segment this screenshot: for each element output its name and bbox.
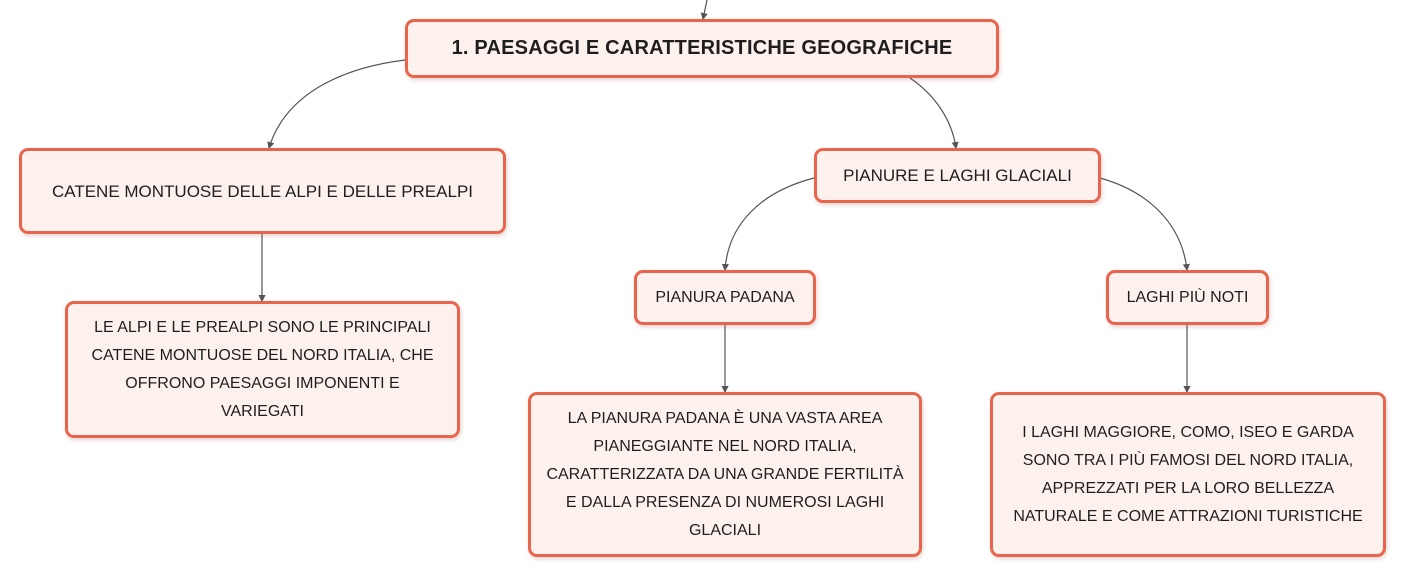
connector-root-to-plains [910, 78, 956, 148]
laghi-detail-node[interactable] [990, 392, 1386, 557]
connector-parent-to-root [703, 0, 707, 19]
connector-plains-to-lakes [1100, 178, 1187, 270]
plains-topic-node[interactable] [814, 148, 1101, 203]
pianura-padana-label: PIANURA PADANA [655, 289, 795, 306]
pianura-padana-node[interactable] [634, 270, 816, 325]
mountains-detail-text: LE ALPI E LE PREALPI SONO LE PRINCIPALI CATENE MONTUOSE DEL NORD ITALIA, CHE OFFRONO PAESAGGI IMPONENTI E VARIEGATI [91, 318, 434, 420]
connector-root-to-mountains [269, 60, 405, 148]
connector-plains-to-padana [725, 178, 814, 270]
laghi-noti-label: LAGHI PIÙ NOTI [1126, 289, 1249, 306]
root-topic-node[interactable] [405, 19, 999, 78]
pianura-padana-detail-node[interactable] [528, 392, 922, 557]
pianura-padana-detail-text: LA PIANURA PADANA È UNA VASTA AREA PIANEGGIANTE NEL NORD ITALIA, CARATTERIZZATA DA UNA GRANDE FERTILITÀ E DALLA PRESENZA DI NUMEROSI LAGHI GLACIALI [546, 409, 904, 539]
mountains-topic-label: CATENE MONTUOSE DELLE ALPI E DELLE PREALPI [51, 181, 474, 201]
laghi-noti-node[interactable] [1106, 270, 1269, 325]
laghi-detail-text: I LAGHI MAGGIORE, COMO, ISEO E GARDA SONO TRA I PIÙ FAMOSI DEL NORD ITALIA, APPREZZATI PER LA LORO BELLEZZA NATURALE E COME ATTRAZIONI TURISTICHE [1013, 423, 1363, 525]
root-topic-label: 1. PAESAGGI E CARATTERISTICHE GEOGRAFICHE [451, 37, 953, 59]
plains-topic-label: PIANURE E LAGHI GLACIALI [843, 166, 1072, 185]
mountains-topic-node[interactable] [19, 148, 506, 234]
mountains-detail-node[interactable] [65, 301, 460, 438]
